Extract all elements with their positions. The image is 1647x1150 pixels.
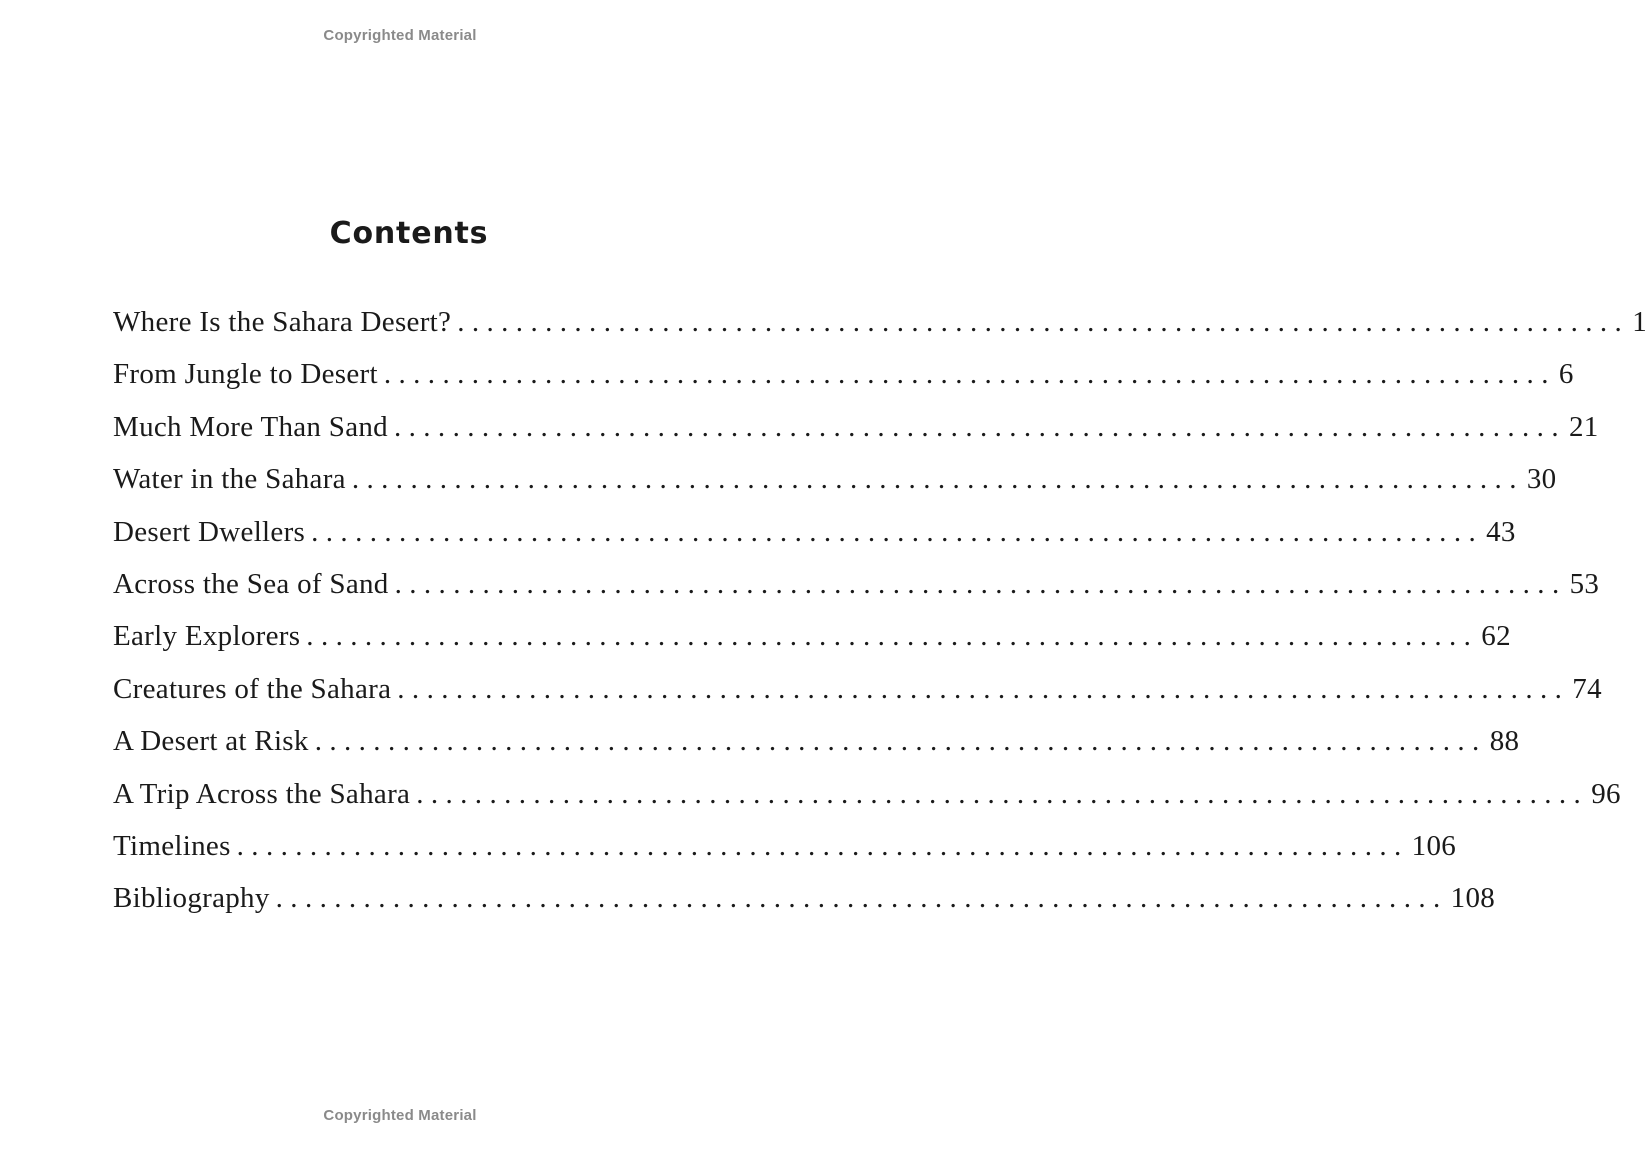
toc-entry-title: A Desert at Risk — [113, 725, 309, 758]
toc-entry-page: 43 — [1486, 515, 1516, 548]
toc-entry-title: Water in the Sahara — [113, 463, 346, 496]
toc-leader-dots: ................................................................................ — [275, 882, 1448, 915]
toc-entry[interactable] — [113, 672, 1602, 725]
watermark-top: Copyrighted Material — [323, 27, 477, 44]
toc-entry-page: 6 — [1558, 358, 1574, 391]
toc-leader-dots: ................................................................................ — [236, 829, 1409, 862]
page-title: Contents — [329, 216, 489, 251]
toc-leader-dots: ................................................................................ — [457, 306, 1630, 338]
toc-entry-title: A Trip Across the Sahara — [113, 777, 411, 810]
toc-entry-title: Creatures of the Sahara — [113, 672, 392, 705]
toc-leader-dots: ................................................................................ — [416, 777, 1589, 810]
toc-entry-title: Timelines — [113, 829, 231, 862]
toc-leader-dots: ................................................................................ — [311, 515, 1484, 548]
toc-entry[interactable] — [113, 725, 1520, 777]
toc-entry[interactable] — [113, 358, 1574, 410]
toc-entry-page: 30 — [1526, 463, 1557, 496]
table-of-contents — [113, 306, 1647, 935]
toc-entry-page: 1 — [1632, 306, 1647, 338]
toc-entry-page: 74 — [1572, 672, 1602, 705]
toc-leader-dots: ................................................................................ — [393, 410, 1566, 443]
toc-entry[interactable] — [113, 777, 1621, 830]
toc-entry-page: 53 — [1569, 567, 1600, 600]
toc-entry[interactable] — [113, 410, 1599, 463]
toc-entry[interactable] — [113, 463, 1557, 515]
toc-entry-page: 108 — [1450, 882, 1496, 915]
toc-entry-page: 88 — [1489, 725, 1520, 758]
toc-leader-dots: ................................................................................ — [314, 725, 1487, 758]
toc-entry[interactable] — [113, 567, 1600, 620]
toc-entry[interactable] — [113, 515, 1516, 568]
toc-entry[interactable] — [113, 829, 1457, 882]
toc-entry-title: Bibliography — [113, 882, 270, 915]
toc-entry-title: Desert Dwellers — [113, 515, 306, 548]
toc-entry-page: 106 — [1411, 829, 1457, 862]
toc-leader-dots: ................................................................................ — [383, 358, 1556, 391]
toc-entry-title: Across the Sea of Sand — [113, 567, 389, 600]
toc-entry-page: 62 — [1481, 620, 1511, 653]
toc-entry[interactable] — [113, 882, 1496, 934]
toc-entry-page: 21 — [1568, 410, 1599, 443]
toc-leader-dots: ................................................................................ — [306, 620, 1479, 653]
toc-entry-title: Early Explorers — [113, 620, 301, 653]
toc-entry-title: Much More Than Sand — [113, 410, 388, 443]
toc-entry-title: Where Is the Sahara Desert? — [113, 306, 452, 338]
toc-entry-page: 96 — [1591, 777, 1621, 810]
toc-entry[interactable] — [113, 306, 1647, 358]
toc-leader-dots: ................................................................................ — [394, 567, 1567, 600]
toc-leader-dots: ................................................................................ — [397, 672, 1570, 705]
watermark-bottom: Copyrighted Material — [323, 1107, 477, 1124]
toc-entry[interactable] — [113, 620, 1511, 672]
toc-leader-dots: ................................................................................ — [351, 463, 1524, 496]
toc-entry-title: From Jungle to Desert — [113, 358, 378, 391]
